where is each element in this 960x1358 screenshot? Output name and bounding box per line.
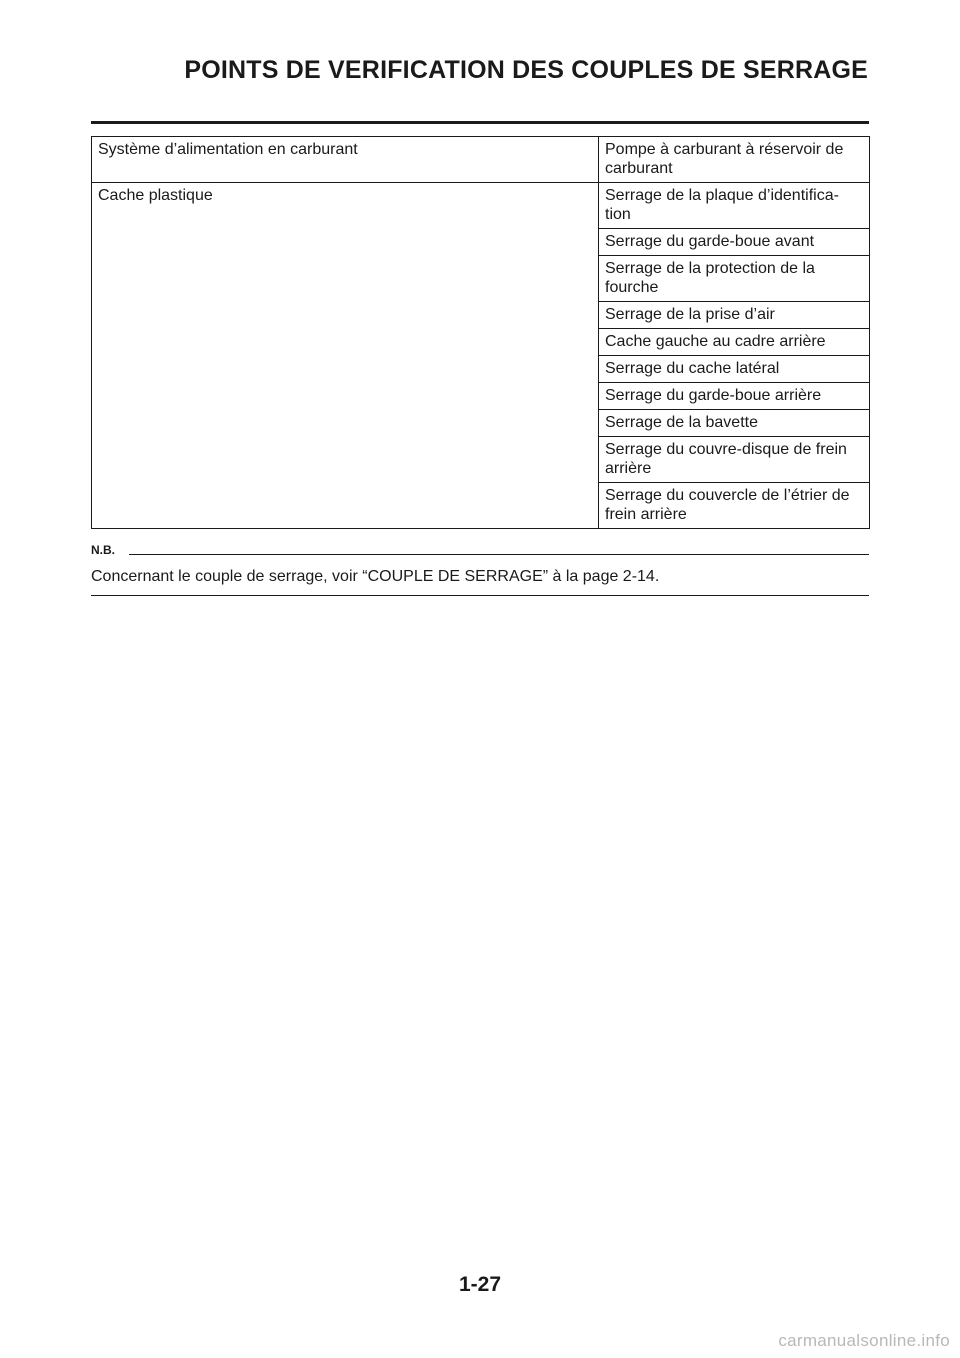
- watermark: carmanualsonline.info: [778, 1331, 950, 1350]
- page-title: POINTS DE VERIFICATION DES COUPLES DE SERRAGE: [184, 56, 868, 84]
- table-cell-item: Pompe à carburant à réservoir de carburant: [599, 137, 870, 183]
- table-cell-item: Serrage du couvre-disque de frein arrière: [599, 437, 870, 483]
- table-cell-item: Serrage du couvercle de l’étrier de frein arrière: [599, 483, 870, 529]
- note-header: [91, 543, 869, 559]
- table-cell-item: Serrage du cache latéral: [599, 356, 870, 383]
- table-cell-item: Serrage de la prise d’air: [599, 302, 870, 329]
- page-number: 1-27: [458, 1273, 502, 1296]
- table-cell-category: Système d’alimentation en carburant: [92, 137, 599, 183]
- table-cell-item: Serrage du garde-boue arrière: [599, 383, 870, 410]
- note-text: Concernant le couple de serrage, voir “COUPLE DE SERRAGE” à la page 2-14.: [91, 568, 660, 585]
- table-cell-item: Serrage de la protection de la fourche: [599, 256, 870, 302]
- table-row: [92, 137, 870, 183]
- table-cell-item: Serrage du garde-boue avant: [599, 229, 870, 256]
- table-cell-item: Serrage de la bavette: [599, 410, 870, 437]
- note-divider: [129, 554, 869, 555]
- note-label: N.B.: [91, 543, 115, 557]
- table-cell-item: Serrage de la plaque d’identifica-tion: [599, 183, 870, 229]
- table-row: [92, 183, 870, 229]
- torque-checkpoints-table: [91, 136, 870, 529]
- note-end-divider: [91, 595, 869, 596]
- table-cell-category: Cache plastique: [92, 183, 599, 529]
- table-cell-item: Cache gauche au cadre arrière: [599, 329, 870, 356]
- title-divider: [91, 121, 869, 124]
